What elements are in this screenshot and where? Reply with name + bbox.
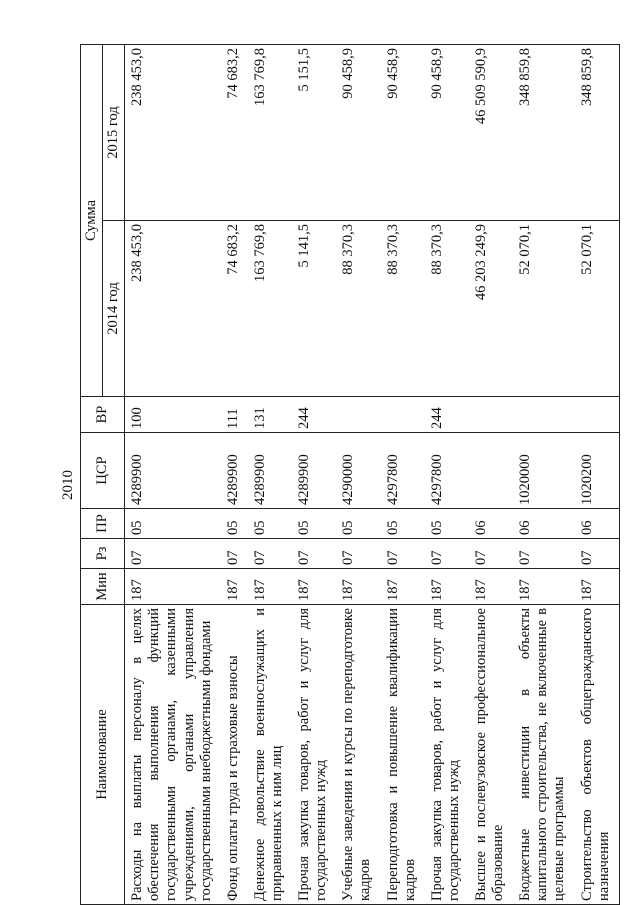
row-min: 187	[336, 569, 380, 605]
row-name: Фонд оплаты труда и страховые взносы	[221, 605, 248, 905]
row-sum-2015: 90 458,9	[336, 45, 380, 221]
row-name: Прочая закупка товаров, работ и услуг для государственных нужд	[292, 605, 336, 905]
row-sum-2015: 46 509 590,9	[469, 45, 513, 221]
row-min: 187	[381, 569, 425, 605]
row-sum-2015: 90 458,9	[381, 45, 425, 221]
page-number: 2010	[60, 470, 76, 500]
row-csr: 4289900	[292, 433, 336, 509]
row-rz: 07	[513, 539, 574, 569]
rotated-page	[60, 45, 612, 905]
row-rz: 07	[248, 539, 292, 569]
row-vr	[336, 397, 380, 433]
row-rz: 07	[469, 539, 513, 569]
row-pr: 06	[469, 509, 513, 539]
table-row	[336, 45, 380, 905]
row-min: 187	[469, 569, 513, 605]
row-pr: 05	[336, 509, 380, 539]
header-year-2014: 2014 год	[103, 221, 125, 397]
row-vr	[575, 397, 620, 433]
row-rz: 07	[292, 539, 336, 569]
row-sum-2014: 46 203 249,9	[469, 221, 513, 397]
row-vr	[381, 397, 425, 433]
row-sum-2014: 52 070,1	[513, 221, 574, 397]
header-year-2015: 2015 год	[103, 45, 125, 221]
row-sum-2014: 238 453,0	[125, 221, 221, 397]
row-min: 187	[248, 569, 292, 605]
table-row	[248, 45, 292, 905]
table-row	[575, 45, 620, 905]
row-pr: 05	[381, 509, 425, 539]
row-sum-2015: 348 859,8	[575, 45, 620, 221]
row-rz: 07	[381, 539, 425, 569]
row-name: Денежное довольствие военнослужащих и приравненных к ним лиц	[248, 605, 292, 905]
row-rz: 07	[575, 539, 620, 569]
row-name: Строительство объектов общегражданского назначения	[575, 605, 620, 905]
row-rz: 07	[336, 539, 380, 569]
row-name: Учебные заведения и курсы по переподготовке кадров	[336, 605, 380, 905]
header-csr: ЦСР	[81, 433, 125, 509]
row-min: 187	[221, 569, 248, 605]
header-sum: Сумма	[81, 45, 103, 397]
header-name: Наименование	[81, 605, 125, 905]
row-sum-2014: 52 070,1	[575, 221, 620, 397]
row-vr: 100	[125, 397, 221, 433]
row-vr: 244	[292, 397, 336, 433]
row-vr: 244	[425, 397, 469, 433]
row-pr: 05	[425, 509, 469, 539]
row-csr: 4289900	[221, 433, 248, 509]
row-csr: 4297800	[425, 433, 469, 509]
row-csr: 1020000	[513, 433, 574, 509]
table-row	[125, 45, 221, 905]
table-row	[381, 45, 425, 905]
row-pr: 05	[221, 509, 248, 539]
row-sum-2015: 90 458,9	[425, 45, 469, 221]
row-csr: 4289900	[125, 433, 221, 509]
row-sum-2014: 74 683,2	[221, 221, 248, 397]
row-csr: 1020200	[575, 433, 620, 509]
row-pr: 06	[575, 509, 620, 539]
row-sum-2015: 5 151,5	[292, 45, 336, 221]
row-min: 187	[575, 569, 620, 605]
row-name: Бюджетные инвестиции в объекты капитального строительства, не включенные в целевые программы	[513, 605, 574, 905]
row-rz: 07	[125, 539, 221, 569]
row-rz: 07	[221, 539, 248, 569]
row-name: Расходы на выплаты персоналу в целях обеспечения выполнения функций государственными органами, казенными учреждениями, органами управления государственными внебюджетными фондами	[125, 605, 221, 905]
header-rz: Рз	[81, 539, 125, 569]
budget-table	[80, 44, 620, 905]
table-row	[513, 45, 574, 905]
row-vr: 111	[221, 397, 248, 433]
row-csr: 4289900	[248, 433, 292, 509]
row-sum-2014: 5 141,5	[292, 221, 336, 397]
header-min: Мин	[81, 569, 125, 605]
row-pr: 06	[513, 509, 574, 539]
row-min: 187	[425, 569, 469, 605]
row-sum-2015: 74 683,2	[221, 45, 248, 221]
row-csr: 4290000	[336, 433, 380, 509]
row-sum-2014: 88 370,3	[425, 221, 469, 397]
row-vr	[513, 397, 574, 433]
row-rz: 07	[425, 539, 469, 569]
row-name: Прочая закупка товаров, работ и услуг для государственных нужд	[425, 605, 469, 905]
table-row	[469, 45, 513, 905]
row-sum-2014: 88 370,3	[381, 221, 425, 397]
table-row	[425, 45, 469, 905]
row-vr: 131	[248, 397, 292, 433]
table-row	[221, 45, 248, 905]
row-min: 187	[125, 569, 221, 605]
row-sum-2014: 88 370,3	[336, 221, 380, 397]
header-vr: ВР	[81, 397, 125, 433]
header-pr: ПР	[81, 509, 125, 539]
row-csr	[469, 433, 513, 509]
row-min: 187	[292, 569, 336, 605]
row-name: Переподготовка и повышение квалификации кадров	[381, 605, 425, 905]
row-sum-2015: 238 453,0	[125, 45, 221, 221]
row-min: 187	[513, 569, 574, 605]
row-vr	[469, 397, 513, 433]
row-name: Высшее и послевузовское профессиональное образование	[469, 605, 513, 905]
row-pr: 05	[248, 509, 292, 539]
row-pr: 05	[125, 509, 221, 539]
row-sum-2015: 163 769,8	[248, 45, 292, 221]
row-csr: 4297800	[381, 433, 425, 509]
row-pr: 05	[292, 509, 336, 539]
row-sum-2014: 163 769,8	[248, 221, 292, 397]
table-row	[292, 45, 336, 905]
row-sum-2015: 348 859,8	[513, 45, 574, 221]
